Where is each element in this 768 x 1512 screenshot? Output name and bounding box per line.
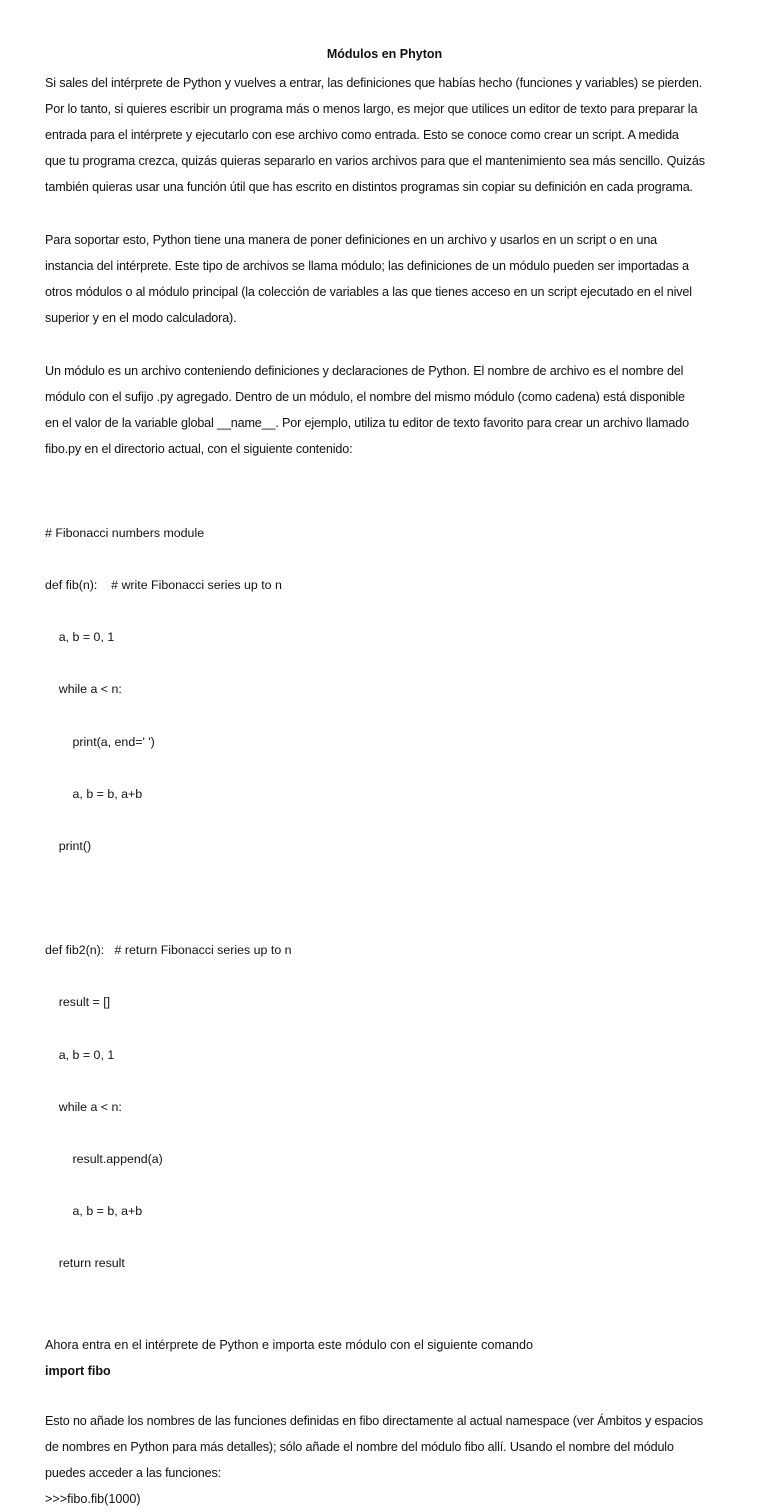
- spacer: [45, 1308, 724, 1332]
- paragraph-line: Si sales del intérprete de Python y vuelves a entrar, las definiciones que habías hecho (funciones y variables) se pierden.: [45, 76, 703, 90]
- paragraph-line: fibo.py en el directorio actual, con el siguiente contenido:: [45, 442, 353, 456]
- code-line: return result: [45, 1256, 125, 1271]
- paragraph-support: [45, 227, 724, 331]
- code-line: while a < n:: [45, 1099, 122, 1114]
- paragraph-line: que tu programa crezca, quizás quieras separarlo en varios archivos para que el mantenimiento sea más sencillo. Quizás: [45, 154, 705, 168]
- paragraph-line: instancia del intérprete. Este tipo de archivos se llama módulo; las definiciones de un módulo pueden ser importadas a: [45, 259, 689, 273]
- spacer: [45, 890, 724, 907]
- paragraph-import-instruction: Ahora entra en el intérprete de Python e importa este módulo con el siguiente comando: [45, 1337, 533, 1352]
- spacer: [45, 462, 724, 490]
- code-line: result.append(a): [45, 1152, 163, 1167]
- code-line: while a < n:: [45, 682, 122, 697]
- code-line: a, b = 0, 1: [45, 1047, 115, 1062]
- code-line: print(a, end=' '): [45, 734, 155, 749]
- spacer: [45, 1384, 724, 1408]
- paragraph-line: puedes acceder a las funciones:: [45, 1465, 221, 1480]
- code-line: def fib2(n): # return Fibonacci series up to n: [45, 943, 292, 958]
- paragraph-line: superior y en el modo calculadora).: [45, 311, 237, 325]
- paragraph-line: entrada para el intérprete y ejecutarlo con ese archivo como entrada. Esto se conoce como crear un script. A medida: [45, 128, 679, 142]
- paragraph-module-definition: [45, 358, 724, 462]
- code-line: a, b = b, a+b: [45, 1204, 143, 1219]
- code-line: print(): [45, 839, 92, 854]
- page-title: Módulos en Phyton: [326, 47, 443, 61]
- code-line: a, b = 0, 1: [45, 630, 115, 645]
- paragraph-line: Un módulo es un archivo conteniendo definiciones y declaraciones de Python. El nombre de archivo es el nombre del: [45, 364, 684, 378]
- paragraph-intro: [45, 70, 724, 200]
- paragraph-line: Esto no añade los nombres de las funciones definidas en fibo directamente al actual namespace (ver Ámbitos y espacios: [45, 1413, 703, 1428]
- code-line: # Fibonacci numbers module: [45, 525, 205, 540]
- paragraph-namespace: [45, 1408, 724, 1486]
- spacer: [45, 331, 724, 358]
- example-call: >>>fibo.fib(1000): [45, 1491, 141, 1506]
- paragraph-line: de nombres en Python para más detalles); sólo añade el nombre del módulo fibo allí. Usando el nombre del módulo: [45, 1439, 674, 1454]
- spacer: [45, 200, 724, 227]
- code-block-fib2: [45, 907, 724, 1307]
- paragraph-line: Para soportar esto, Python tiene una manera de poner definiciones en un archivo y usarlos en un script o en una: [45, 233, 658, 247]
- paragraph-line: módulo con el sufijo .py agregado. Dentro de un módulo, el nombre del mismo módulo (como cadena) está disponible: [45, 390, 685, 404]
- paragraph-line: en el valor de la variable global __name__. Por ejemplo, utiliza tu editor de texto favorito para crear un archivo llamado: [45, 416, 689, 430]
- code-line: def fib(n): # write Fibonacci series up to n: [45, 578, 282, 593]
- paragraph-line: también quieras usar una función útil que has escrito en distintos programas sin copiar su definición en cada programa.: [45, 180, 693, 194]
- paragraph-line: Por lo tanto, si quieres escribir un programa más o menos largo, es mejor que utilices un editor de texto para preparar la: [45, 102, 698, 116]
- code-line: result = []: [45, 995, 111, 1010]
- code-block-fib: [45, 490, 724, 890]
- paragraph-line: otros módulos o al módulo principal (la colección de variables a las que tienes acceso en un script ejecutado en el nivel: [45, 285, 692, 299]
- code-line: a, b = b, a+b: [45, 786, 143, 801]
- import-command: import fibo: [45, 1363, 111, 1378]
